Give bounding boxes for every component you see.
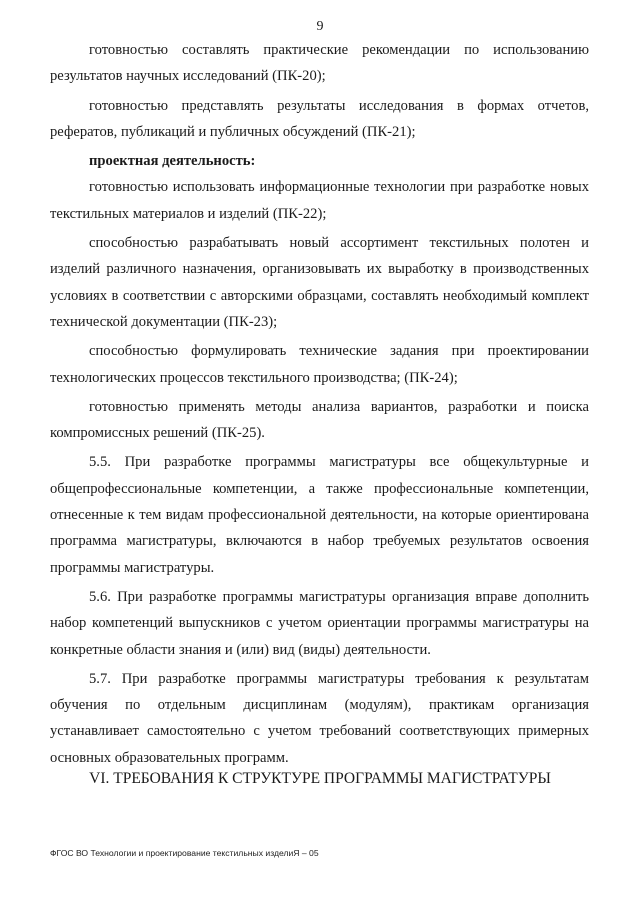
paragraph-5-5: 5.5. При разработке программы магистратуры все общекультурные и общепрофессиональные компетенции, а также профессиональные компетенции, отнесенные к тем видам профессиональной деятельности, на которые ориентирована программа магистратуры, включаются в набор требуемых результатов освоения программы магистратуры. <box>50 454 589 576</box>
document-body <box>50 37 589 771</box>
paragraph-5-6: 5.6. При разработке программы магистратуры организация вправе дополнить набор компетенций выпускников с учетом ориентации программы магистратуры на конкретные области знания и (или) вид (виды) деятельности. <box>50 588 589 658</box>
paragraph-pk23: способностью разрабатывать новый ассортимент текстильных полотен и изделий различного назначения, организовывать их выработку в производственных условиях в соответствии с авторскими образцами, составлять необходимый комплект технической документации (ПК-23); <box>50 235 589 330</box>
footer-text: ФГОС ВО Технологии и проектирование текстильных изделиЯ – 05 <box>50 848 319 858</box>
paragraph-pk20: готовностью составлять практические рекомендации по использованию результатов научных исследований (ПК-20); <box>50 42 589 85</box>
paragraph-pk25: готовностью применять методы анализа вариантов, разработки и поиска компромиссных решений (ПК-25). <box>50 398 589 442</box>
section-title: VI. ТРЕБОВАНИЯ К СТРУКТУРЕ ПРОГРАММЫ МАГИСТРАТУРЫ <box>89 770 551 787</box>
page-number: 9 <box>316 19 324 34</box>
paragraph-pk22: готовностью использовать информационные технологии при разработке новых текстильных материалов и изделий (ПК-22); <box>50 179 589 222</box>
paragraph-5-7: 5.7. При разработке программы магистратуры требования к результатам обучения по отдельным дисциплинам (модулям), практикам организация устанавливает самостоятельно с учетом требований соответствующих примерных основных образовательных программ. <box>50 670 589 766</box>
paragraph-pk21: готовностью представлять результаты исследования в формах отчетов, рефератов, публикаций и публичных обсуждений (ПК-21); <box>50 97 589 140</box>
paragraph-pk24: способностью формулировать технические задания при проектировании технологических процессов текстильного производства; (ПК-24); <box>50 343 589 386</box>
section-subheading-project-activity: проектная деятельность: <box>89 153 256 170</box>
